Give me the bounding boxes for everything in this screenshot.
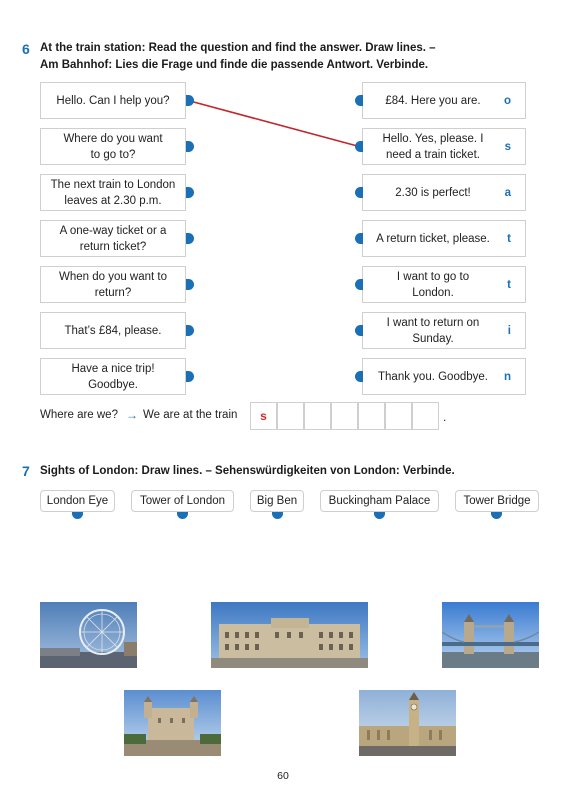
answer-box-6: I want to return on Sunday. i (362, 312, 526, 349)
answer-connector-dot[interactable] (355, 371, 363, 382)
sight-label-tower-of-london: Tower of London (131, 490, 234, 512)
answer-connector-dot[interactable] (355, 95, 363, 106)
exercise-6-heading-en: At the train station: Read the question and find the answer. Draw lines. – (40, 42, 436, 54)
sight-label-buckingham-palace: Buckingham Palace (320, 490, 439, 512)
arrow-icon: → (126, 408, 138, 422)
question-box-7: Have a nice trip! Goodbye. (40, 358, 186, 395)
london-eye-photo (40, 602, 137, 668)
exercise-7-heading: Sights of London: Draw lines. – Sehenswürdigkeiten von London: Verbinde. (40, 465, 455, 477)
question-box-5: When do you want to return? (40, 266, 186, 303)
exercise-6-number: 6 (22, 41, 30, 57)
answer-box-5: I want to go to London. t (362, 266, 526, 303)
question-box-6: That’s £84, please. (40, 312, 186, 349)
answer-letter: s (504, 140, 511, 153)
letter-cell[interactable] (385, 402, 412, 430)
exercise-7-number: 7 (22, 463, 30, 479)
letter-cell[interactable] (304, 402, 331, 430)
answer-connector-dot[interactable] (355, 187, 363, 198)
answer-letter: n (503, 370, 511, 383)
page-number: 60 (277, 770, 289, 782)
answer-connector-dot[interactable] (355, 141, 363, 152)
question-box-2: Where do you want to go to? (40, 128, 186, 165)
answer-connector-dot[interactable] (355, 325, 363, 336)
answer-box-1: £84. Here you are. o (362, 82, 526, 119)
question-box-1: Hello. Can I help you? (40, 82, 186, 119)
period: . (443, 410, 447, 424)
question-box-4: A one-way ticket or a return ticket? (40, 220, 186, 257)
sight-label-london-eye: London Eye (40, 490, 115, 512)
tower-bridge-photo (442, 602, 539, 668)
exercise-6-heading-de: Am Bahnhof: Lies die Frage und finde die passende Antwort. Verbinde. (40, 59, 429, 71)
where-question: Where are we? (40, 409, 118, 421)
answer-letter: a (504, 186, 511, 199)
answer-box-4: A return ticket, please. t (362, 220, 526, 257)
answer-connector-dot[interactable] (355, 233, 363, 244)
sight-label-big-ben: Big Ben (250, 490, 304, 512)
answer-prefix: We are at the train (143, 409, 238, 421)
answer-box-2: Hello. Yes, please. I need a train ticket. s (362, 128, 526, 165)
answer-box-7: Thank you. Goodbye. n (362, 358, 526, 395)
tower-of-london-photo (124, 690, 221, 756)
answer-letter: t (507, 278, 511, 291)
answer-letter: o (503, 94, 511, 107)
answer-letter: t (507, 232, 511, 245)
letter-cell[interactable] (412, 402, 439, 430)
answer-connector-dot[interactable] (355, 279, 363, 290)
sight-label-tower-bridge: Tower Bridge (455, 490, 539, 512)
answer-box-3: 2.30 is perfect! a (362, 174, 526, 211)
letter-cell[interactable] (331, 402, 358, 430)
letter-cell[interactable] (277, 402, 304, 430)
answer-letter: i (507, 324, 511, 337)
letter-cell[interactable]: s (250, 402, 277, 430)
big-ben-photo (359, 690, 456, 756)
buckingham-palace-photo (211, 602, 368, 668)
question-box-3: The next train to London leaves at 2.30 p.m. (40, 174, 186, 211)
letter-cell[interactable] (358, 402, 385, 430)
